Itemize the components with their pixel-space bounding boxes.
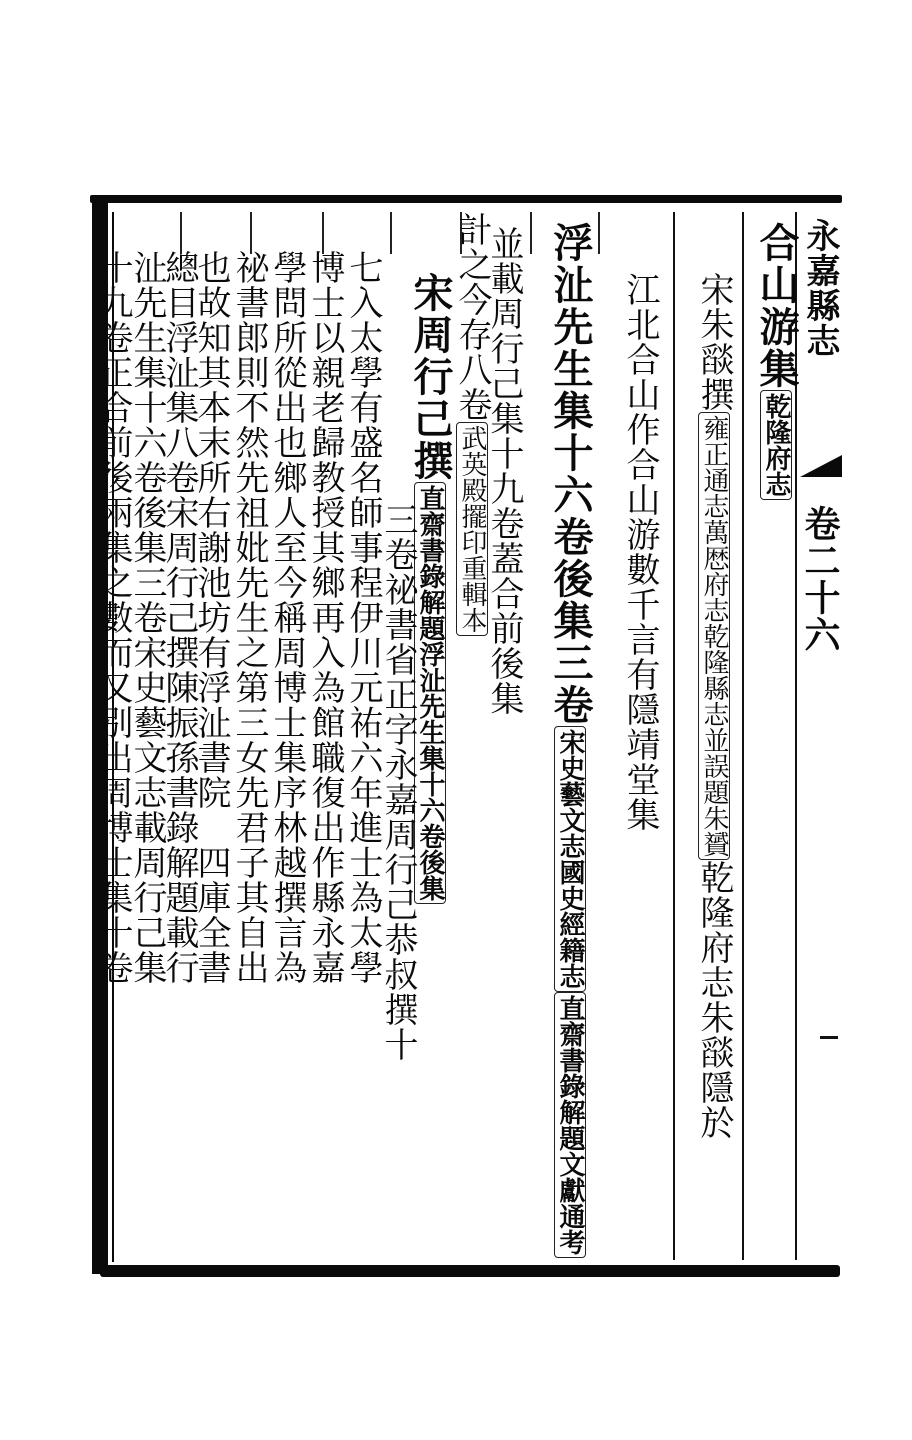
column-text: 宋朱𦦨撰: [694, 272, 734, 412]
column-divider: [180, 212, 182, 254]
column-text: 總目浮沚集八卷宋周行己撰陳振孫書錄解題載行: [159, 250, 199, 985]
frame-bottom-border: [100, 1265, 840, 1277]
annotation-note: 乾隆府志: [760, 390, 792, 500]
column-text: 三卷祕書省正字永嘉周行己恭叔撰十: [378, 502, 418, 1062]
column-divider: [250, 212, 252, 254]
text-column: [544, 222, 596, 1258]
column-text: 十九卷正合前後兩集之數而又別出周博士集十卷: [93, 250, 133, 985]
column-text: 乾隆府志朱𦦨隱於: [694, 860, 734, 1140]
column-text: 江北合山作合山游數千言有隱靖堂集: [620, 272, 660, 832]
text-column: [84, 250, 136, 985]
annotation-note: 武英殿擺印重輯本: [456, 422, 488, 636]
margin-header: 永嘉縣志: [800, 218, 840, 358]
column-text: 宋周行己撰: [407, 272, 454, 482]
column-text: 計之今存八卷: [452, 212, 492, 422]
column-divider: [322, 212, 324, 254]
column-text: 合山游集: [753, 222, 800, 390]
column-text: 也故知其本末所右謝池坊有浮沚書院 四庫全書: [191, 250, 231, 985]
column-divider: [673, 212, 675, 1260]
column-text: 學問所從出也鄉人至今稱周博士集序林越撰言為: [267, 250, 307, 985]
annotation-note: 雍正通志萬厯府志乾隆縣志並誤題朱贇: [698, 412, 730, 860]
margin-folio: 卷二十六: [799, 505, 841, 653]
fishtail-mark: [800, 455, 842, 477]
column-text: 並載周行己集十九卷蓋合前後集: [484, 226, 524, 716]
annotation-note: 直齋書錄解題浮沚先生集十六卷後集: [414, 482, 446, 904]
column-divider: [390, 212, 392, 254]
column-divider: [742, 212, 744, 1260]
text-column: [612, 272, 664, 832]
blank-paper-area: [470, 850, 528, 1255]
column-text: 浮沚先生集十六卷後集三卷: [547, 222, 594, 726]
annotation-note: 宋史藝文志國史經籍志: [554, 726, 586, 992]
frame-top-border: [90, 195, 842, 203]
column-text: 祕書郎則不然先祖妣先生之第三女先君子其自出: [229, 250, 269, 985]
column-divider: [530, 212, 532, 254]
blank-paper-area: [606, 880, 668, 1260]
text-column: [750, 222, 802, 500]
margin-rule-mark: [820, 1036, 838, 1039]
column-text: 七入太學有盛名師事程伊川元祐六年進士為太學: [343, 250, 383, 985]
column-text: 博士以親老歸教授其鄉再入為館職復出作縣永嘉: [305, 250, 345, 985]
column-divider: [598, 212, 600, 254]
annotation-note: 直齋書錄解題文獻通考: [554, 992, 586, 1258]
column-text: 沚先生集十六卷後集三卷宋史藝文志載周行己集: [127, 250, 167, 985]
text-column: [686, 272, 738, 1140]
